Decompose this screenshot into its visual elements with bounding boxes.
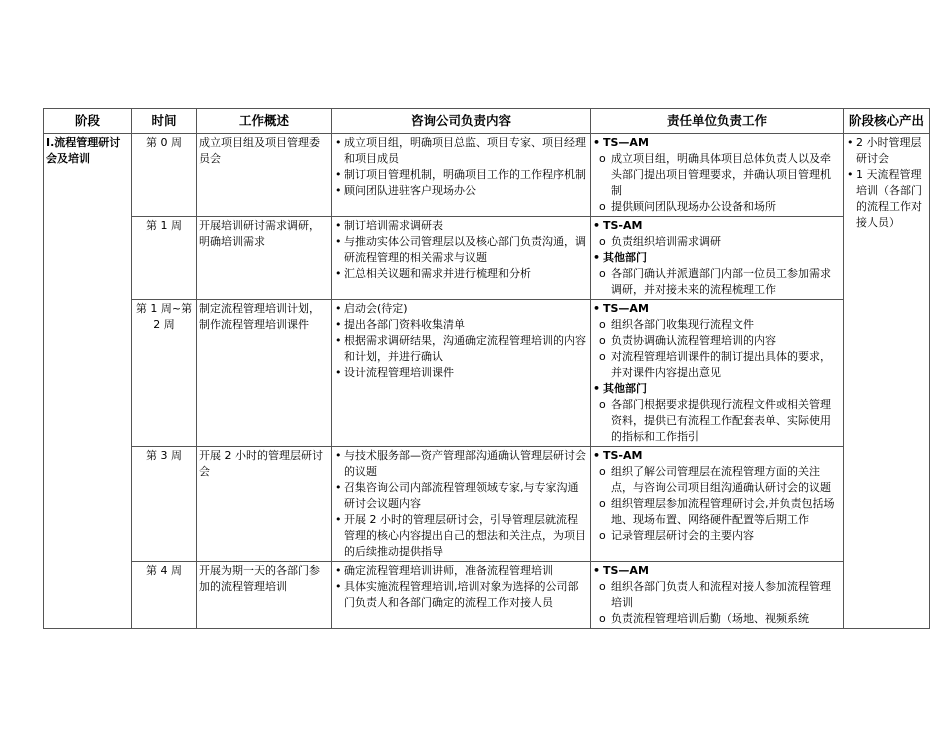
responsible-cell <box>591 217 844 300</box>
list-item: o 组织管理层参加流程管理研讨会,并负责包括场地、现场布置、网络硬件配置等后期工作 <box>611 496 841 528</box>
consult-cell <box>332 300 591 447</box>
time-cell: 第 1 周 <box>132 217 197 300</box>
list-item: • 制订培训需求调研表 <box>344 218 588 234</box>
list-item: • 召集咨询公司内部流程管理领域专家,与专家沟通研讨会议题内容 <box>344 480 588 512</box>
stage-cell: I.流程管理研讨会及培训 <box>44 134 132 629</box>
header-time: 时间 <box>132 109 197 134</box>
list-item: o 提供顾问团队现场办公设备和场所 <box>611 199 841 215</box>
list-item: • 设计流程管理培训课件 <box>344 365 588 381</box>
table-row <box>44 562 930 629</box>
consult-cell <box>332 217 591 300</box>
header-responsible: 责任单位负责工作 <box>591 109 844 134</box>
consult-cell <box>332 562 591 629</box>
time-cell: 第 3 周 <box>132 447 197 562</box>
list-item: • 制订项目管理机制，明确项目工作的工作程序机制 <box>344 167 588 183</box>
project-plan-table <box>43 108 930 629</box>
party-label: • TS—AM <box>593 563 841 579</box>
list-item: • 汇总相关议题和需求并进行梳理和分析 <box>344 266 588 282</box>
list-item: • 与推动实体公司管理层以及核心部门负责沟通，调研流程管理的相关需求与议题 <box>344 234 588 266</box>
table-row <box>44 300 930 447</box>
list-item: • 具体实施流程管理培训,培训对象为选择的公司部门负责人和各部门确定的流程工作对接人员 <box>344 579 588 611</box>
list-item: • 与技术服务部—资产管理部沟通确认管理层研讨会的议题 <box>344 448 588 480</box>
list-item: o 组织各部门负责人和流程对接人参加流程管理培训 <box>611 579 841 611</box>
summary-cell: 开展培训研讨需求调研，明确培训需求 <box>197 217 332 300</box>
time-cell: 第 4 周 <box>132 562 197 629</box>
header-summary: 工作概述 <box>197 109 332 134</box>
list-item: o 负责流程管理培训后勤（场地、视频系统 <box>611 611 841 627</box>
table-row <box>44 217 930 300</box>
outputs-cell <box>844 134 930 629</box>
party-label: • TS—AM <box>593 301 841 317</box>
consult-cell <box>332 447 591 562</box>
summary-cell: 成立项目组及项目管理委员会 <box>197 134 332 217</box>
consult-cell <box>332 134 591 217</box>
time-cell: 第 0 周 <box>132 134 197 217</box>
list-item: o 各部门确认并派遣部门内部一位员工参加需求调研，并对接未来的流程梳理工作 <box>611 266 841 298</box>
header-stage: 阶段 <box>44 109 132 134</box>
list-item: • 2 小时管理层研讨会 <box>856 135 927 167</box>
table-row <box>44 134 930 217</box>
list-item: • 开展 2 小时的管理层研讨会，引导管理层就流程管理的核心内容提出自己的想法和关注点，为项目的后续推动提供指导 <box>344 512 588 560</box>
list-item: • 1 天流程管理培训（各部门的流程工作对接人员） <box>856 167 927 231</box>
responsible-cell <box>591 300 844 447</box>
party-label: • TS-AM <box>593 448 841 464</box>
list-item: o 成立项目组，明确具体项目总体负责人以及牵头部门提出项目管理要求，并确认项目管理机制 <box>611 151 841 199</box>
party-label: • 其他部门 <box>593 250 841 266</box>
list-item: o 记录管理层研讨会的主要内容 <box>611 528 841 544</box>
responsible-cell <box>591 562 844 629</box>
time-cell: 第 1 周~第 2 周 <box>132 300 197 447</box>
summary-cell: 开展为期一天的各部门参加的流程管理培训 <box>197 562 332 629</box>
list-item: o 组织了解公司管理层在流程管理方面的关注点，与咨询公司项目组沟通确认研讨会的议题 <box>611 464 841 496</box>
list-item: • 成立项目组，明确项目总监、项目专家、项目经理和项目成员 <box>344 135 588 167</box>
header-consult: 咨询公司负责内容 <box>332 109 591 134</box>
summary-cell: 制定流程管理培训计划，制作流程管理培训课件 <box>197 300 332 447</box>
responsible-cell <box>591 134 844 217</box>
party-label: • 其他部门 <box>593 381 841 397</box>
list-item: o 负责协调确认流程管理培训的内容 <box>611 333 841 349</box>
list-item: • 启动会(待定) <box>344 301 588 317</box>
responsible-cell <box>591 447 844 562</box>
header-row <box>44 109 930 134</box>
list-item: • 提出各部门资料收集清单 <box>344 317 588 333</box>
header-outputs: 阶段核心产出 <box>844 109 930 134</box>
list-item: • 确定流程管理培训讲师，准备流程管理培训 <box>344 563 588 579</box>
list-item: o 各部门根据要求提供现行流程文件或相关管理资料，提供已有流程工作配套表单、实际使用的指标和工作指引 <box>611 397 841 445</box>
list-item: • 根据需求调研结果，沟通确定流程管理培训的内容和计划，并进行确认 <box>344 333 588 365</box>
list-item: o 组织各部门收集现行流程文件 <box>611 317 841 333</box>
table-row <box>44 447 930 562</box>
party-label: • TS-AM <box>593 218 841 234</box>
list-item: o 对流程管理培训课件的制订提出具体的要求，并对课件内容提出意见 <box>611 349 841 381</box>
summary-cell: 开展 2 小时的管理层研讨会 <box>197 447 332 562</box>
party-label: • TS—AM <box>593 135 841 151</box>
list-item: o 负责组织培训需求调研 <box>611 234 841 250</box>
list-item: • 顾问团队进驻客户现场办公 <box>344 183 588 199</box>
